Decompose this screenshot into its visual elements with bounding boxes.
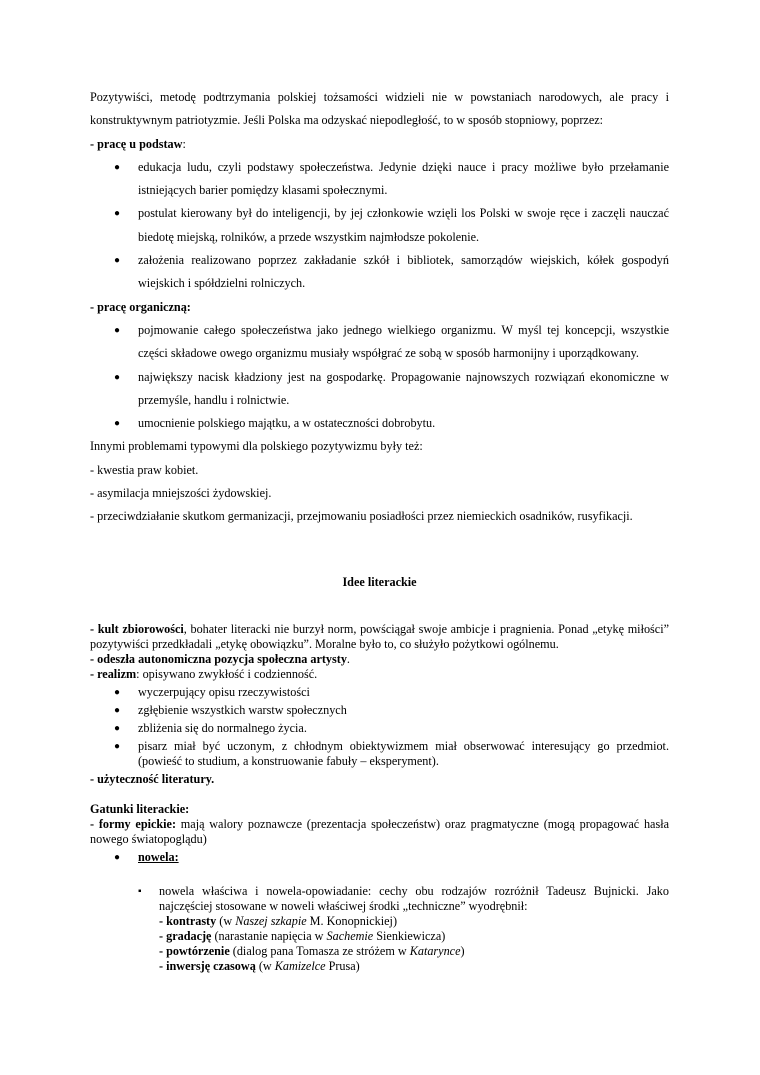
technique-title: Katarynce <box>409 944 461 958</box>
list-item: ● pojmowanie całego społeczeństwa jako jednego wielkiego organizmu. W myśl tej koncepcji, wszystkie części składowe owego organizmu musiały współgrać ze sobą w sposób harmonijny i uporządkowany. <box>90 319 669 366</box>
technique-label: - kontrasty <box>159 914 217 928</box>
technique-item <box>90 929 669 944</box>
epic-label: - formy epickie: <box>90 817 177 831</box>
list-item: ● postulat kierowany był do inteligencji, by jej członkowie wzięli los Polski w swoje ręce i zaczęli nauczać biedotę miejską, rolników, a przede wszystkim najmłodsze pokolenie. <box>90 202 669 249</box>
list-item: ● umocnienie polskiego majątku, a w ostateczności dobrobytu. <box>90 412 669 435</box>
technique-item <box>90 944 669 959</box>
nowela-item <box>90 850 669 865</box>
literary-ideas-section <box>90 622 669 974</box>
technique-item <box>90 959 669 974</box>
dash-item: - kwestia praw kobiet. <box>90 462 199 477</box>
praca-u-podstaw-label: - pracę u podstaw <box>90 136 183 151</box>
technique-pre: (w <box>216 914 236 928</box>
technique-title: Kamizelce <box>274 959 326 973</box>
spacer <box>90 868 669 884</box>
realizm-dash: - <box>90 667 98 681</box>
kult-paragraph <box>90 622 669 652</box>
praca-u-podstaw-colon: : <box>182 136 186 151</box>
gatunki-title: Gatunki literackie: <box>90 802 190 816</box>
section-heading: Idee literackie <box>342 575 417 589</box>
technique-pre: (narastanie napięcia w <box>211 929 327 943</box>
realizm-label: realizm <box>97 667 137 681</box>
positivism-section <box>90 86 669 529</box>
list-item: ● założenia realizowano poprzez zakładanie szkół i bibliotek, samorządów wiejskich, kółek gospodyń wiejskich i spółdzielni rolniczych. <box>90 249 669 296</box>
odeszla-dot: . <box>346 652 350 666</box>
kult-label: - kult zbiorowości <box>90 622 184 636</box>
technique-pre: (dialog pana Tomasza ze stróżem w <box>229 944 410 958</box>
epic-paragraph <box>90 817 669 847</box>
list-item: ● zbliżenia się do normalnego życia. <box>90 721 669 736</box>
list-item: ● wyczerpujący opisu rzeczywistości <box>90 685 669 700</box>
odeszla-line <box>90 652 669 667</box>
list-item: ● zgłębienie wszystkich warstw społecznych <box>90 703 669 718</box>
kult-text: , bohater literacki nie burzył norm, powściągał swoje ambicje i pragnienia. Ponad „etykę miłości” pozytywiści przedkładali „etykę obowiązku”. Moralne było to, co służyło pożytkowi ogólnemu. <box>90 622 669 651</box>
realizm-text: : opisywano zwykłość i codzienność. <box>136 667 318 681</box>
praca-u-podstaw-heading <box>90 133 669 156</box>
technique-post: M. Konopnickiej) <box>306 914 398 928</box>
technique-post: Prusa) <box>325 959 360 973</box>
nowela-description: ▪ nowela właściwa i nowela-opowiadanie: cechy obu rodzajów rozróżnił Tadeusz Bujnicki. Jako najczęściej stosowane w noweli właściwej środki „techniczne” wyodrębnił: <box>90 884 669 914</box>
technique-pre: (w <box>255 959 275 973</box>
technique-post: ) <box>460 944 465 958</box>
technique-label: - gradację <box>159 929 212 943</box>
epic-text: mają walory poznawcze (prezentacja społeczeństw) oraz pragmatyczne (mogą propagować hasła nowego światopoglądu) <box>90 817 670 846</box>
list-item: ● edukacja ludu, czyli podstawy społeczeństwa. Jedynie dzięki nauce i pracy możliwe było przełamanie istniejących barier pomiędzy klasami społecznymi. <box>90 156 669 203</box>
intro-paragraph: Pozytywiści, metodę podtrzymania polskiej tożsamości widzieli nie w powstaniach narodowych, ale pracy i konstruktywnym patriotyzmie. Jeśli Polska ma odzyskać niepodległość, to w sposób stopniowy, poprzez: <box>90 90 669 128</box>
odeszla-label: - odeszła autonomiczna pozycja społeczna artysty <box>90 652 347 666</box>
list-item: ● największy nacisk kładziony jest na gospodarkę. Propagowanie najnowszych rozwiązań ekonomiczne w przemyśle, handlu i rolnictwie. <box>90 366 669 413</box>
list-item: ● pisarz miał być uczonym, z chłodnym obiektywizmem miał obserwować interesujący go przedmiot. (powieść to studium, a konstruowanie fabuły – eksperyment). <box>90 739 669 769</box>
uzytecznosc-line: - użyteczność literatury. <box>90 772 215 786</box>
technique-title: Naszej szkapie <box>235 914 307 928</box>
realizm-line <box>90 667 669 682</box>
technique-post: Sienkiewicza) <box>373 929 446 943</box>
technique-label: - powtórzenie <box>159 944 230 958</box>
dash-item: - przeciwdziałanie skutkom germanizacji, przejmowaniu posiadłości przez niemieckich osadników, rusyfikacji. <box>90 509 633 524</box>
technique-label: - inwersję czasową <box>159 959 256 973</box>
technique-item <box>90 914 669 929</box>
praca-organiczna-heading: - pracę organiczną: <box>90 299 191 314</box>
technique-title: Sachemie <box>326 929 374 943</box>
spacer <box>90 787 669 802</box>
dash-item: - asymilacja mniejszości żydowskiej. <box>90 486 272 501</box>
other-problems-intro: Innymi problemami typowymi dla polskiego pozytywizmu były też: <box>90 439 423 454</box>
nowela-label: nowela: <box>138 850 179 864</box>
